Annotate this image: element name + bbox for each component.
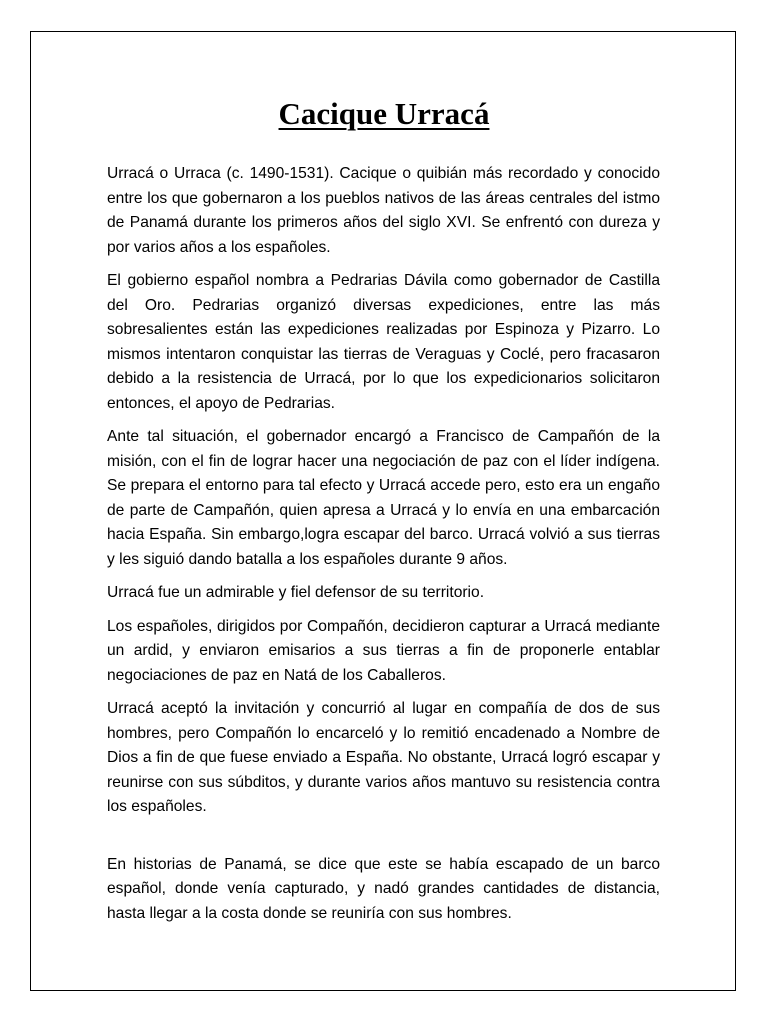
- paragraph-ardid: Los españoles, dirigidos por Compañón, decidieron capturar a Urracá mediante un ardid, y enviaron emisarios a sus tierras a fin de proponerle entablar negociaciones de paz en Natá de los Caballeros.: [107, 617, 660, 684]
- paragraph-pedrarias: El gobierno español nombra a Pedrarias Dávila como gobernador de Castilla del Oro. Pedrarias organizó diversas expediciones, entre las más sobresalientes están las expediciones realizadas por Espinoza y Pizarro. Lo mismos intentaron conquistar las tierras de Veraguas y Coclé, pero fracasaron debido a la resistencia de Urracá, por lo que los expedicionarios solicitaron entonces, el apoyo de Pedrarias.: [107, 272, 660, 412]
- document-body: [107, 162, 660, 935]
- paragraph-campanon: Ante tal situación, el gobernador encargó a Francisco de Campañón de la misión, con el fin de lograr hacer una negociación de paz con el líder indígena. Se prepara el entorno para tal efecto y Urracá accede pero, esto era un engaño de parte de Campañón, quien apresa a Urracá y lo envía en una embarcación hacia España. Sin embargo,logra escapar del barco. Urracá volvió a sus tierras y les siguió dando batalla a los españoles durante 9 años.: [107, 428, 660, 568]
- paragraph-intro: Urracá o Urraca (c. 1490-1531). Cacique o quibián más recordado y conocido entre los que gobernaron a los pueblos nativos de las áreas centrales del istmo de Panamá durante los primeros años del siglo XVI. Se enfrentó con dureza y por varios años a los españoles.: [107, 165, 660, 256]
- document-title: Cacique Urracá: [278, 96, 490, 131]
- paragraph-historias: En historias de Panamá, se dice que este se había escapado de un barco español, donde venía capturado, y nadó grandes cantidades de distancia, hasta llegar a la costa donde se reuniría con sus hombres.: [107, 855, 660, 922]
- paragraph-invitacion: Urracá aceptó la invitación y concurrió al lugar en compañía de dos de sus hombres, pero Compañón lo encarceló y lo remitió encadenado a Nombre de Dios a fin de que fuese enviado a España. No obstante, Urracá logró escapar y reunirse con sus súbditos, y durante varios años mantuvo su resistencia contra los españoles.: [107, 700, 660, 815]
- paragraph-defensor: Urracá fue un admirable y fiel defensor de su territorio.: [107, 584, 485, 601]
